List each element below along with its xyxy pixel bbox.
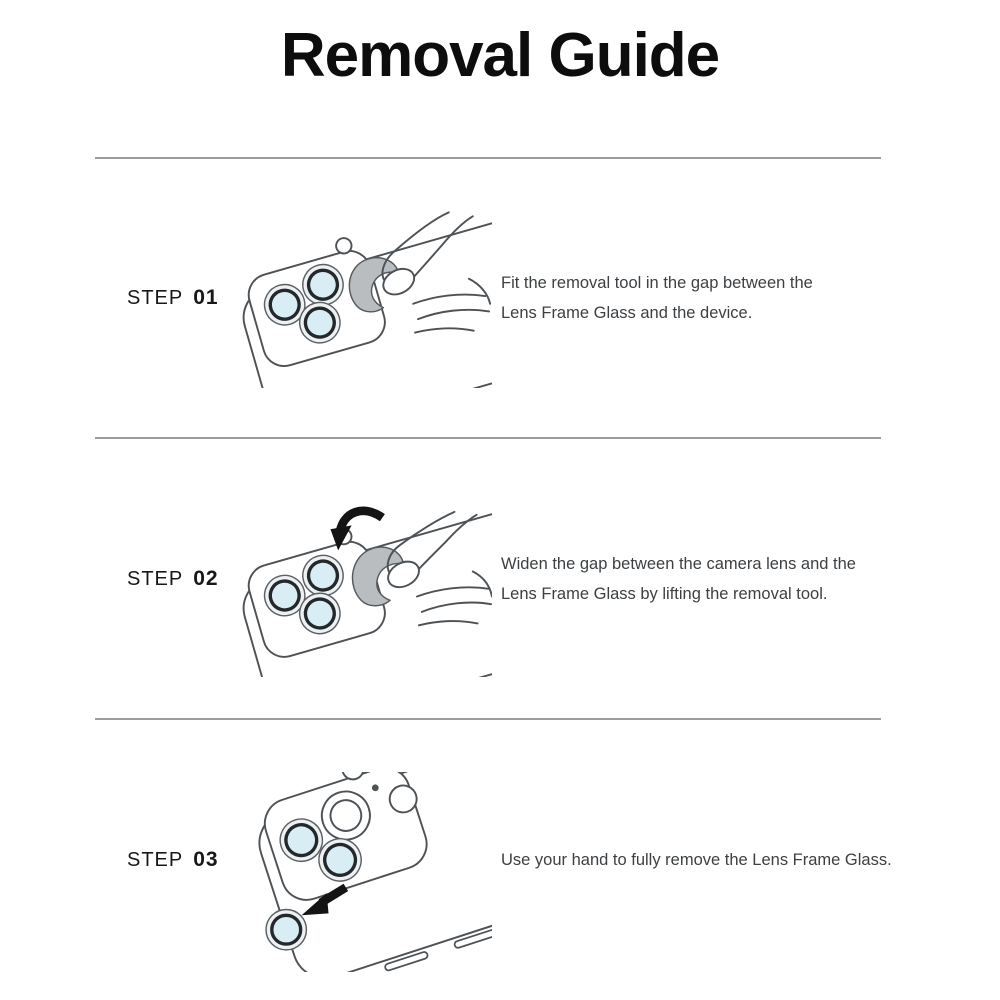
step-number: 03: [193, 848, 219, 871]
page-header: [0, 0, 1000, 157]
step-2-label: [95, 567, 241, 591]
step-word: STEP: [127, 849, 184, 871]
step-number: 01: [193, 286, 219, 309]
step-1-illustration: [241, 208, 493, 388]
step-word: STEP: [127, 567, 184, 590]
steps-content: [95, 157, 892, 1000]
step-2-row: [95, 439, 881, 718]
step-3-row: [95, 720, 892, 1000]
step-number: 02: [193, 566, 219, 590]
step-1-description: Fit the removal tool in the gap between the Lens Frame Glass and the device.: [501, 274, 813, 322]
step-2-illustration: [241, 481, 493, 677]
step-word: STEP: [127, 287, 184, 309]
step-2-description: Widen the gap between the camera lens and the Lens Frame Glass by lifting the removal tool.: [501, 554, 856, 603]
step-1-row: [95, 159, 881, 437]
detached-lens-frame-glass: [266, 910, 306, 950]
phone-with-tool-lifting-icon: [242, 491, 492, 677]
phone-with-tool-inserted-icon: [242, 208, 492, 388]
phone-with-frame-removed-icon: [242, 772, 492, 972]
step-3-description: Use your hand to fully remove the Lens Frame Glass.: [501, 851, 892, 869]
step-1-label: [95, 286, 241, 310]
step-3-label: [95, 848, 241, 872]
page-title: Removal Guide: [280, 21, 720, 90]
step-3-illustration: [241, 748, 493, 972]
